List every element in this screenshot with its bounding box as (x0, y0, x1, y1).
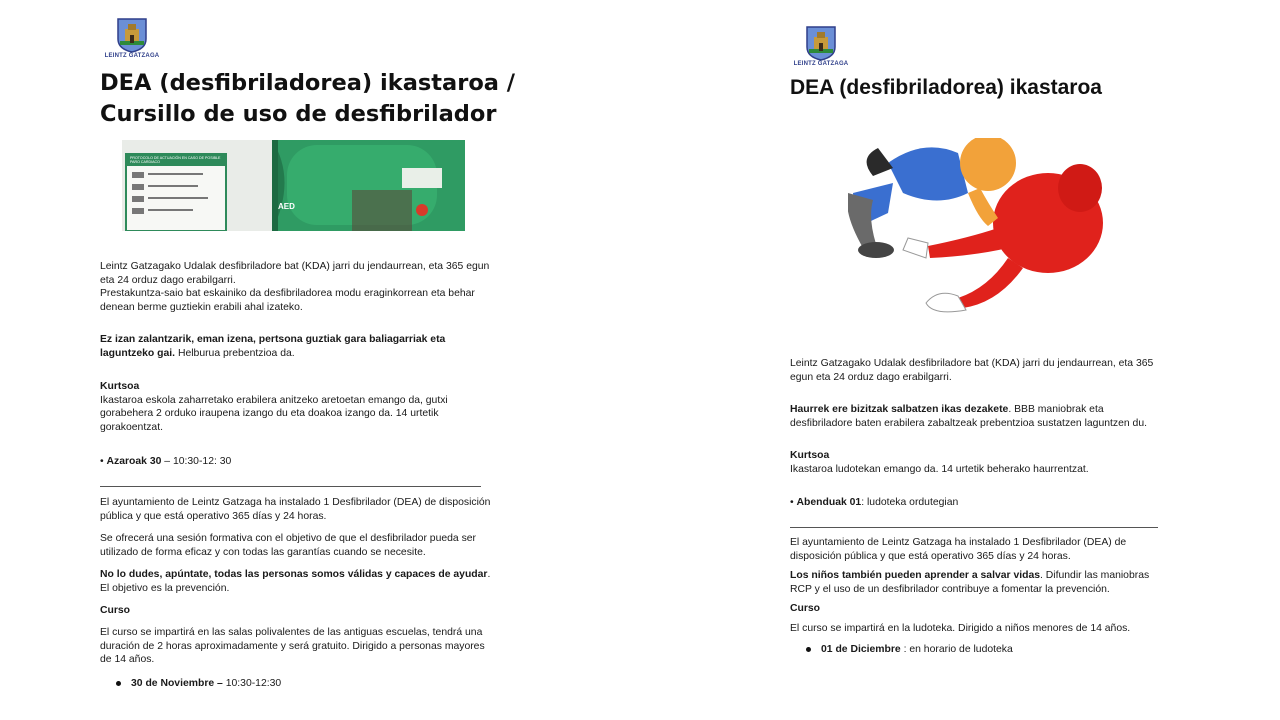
logo-text: LEINTZ GATZAGA (793, 61, 849, 67)
municipal-crest-icon (116, 17, 148, 53)
eu-call-to-action (790, 403, 1162, 430)
es-course-heading-text: Curso (790, 603, 821, 614)
bullet: • (100, 456, 104, 467)
es-bold-text: Los niños también pueden aprender a salvar vidas (790, 570, 1041, 581)
divider (790, 527, 1158, 528)
cpr-cartoon-illustration (848, 138, 1108, 328)
eu-goal-text: Helburua prebentzioa da. (175, 347, 295, 359)
municipal-logo (790, 25, 852, 67)
eu-time: : ludoteka ordutegian (861, 497, 959, 508)
eu-course-text: Ikastaroa ludotekan emango da. 14 urtetik beherako haurrentzat. (790, 463, 1089, 475)
es-course-text: El curso se impartirá en las salas polivalentes de las antiguas escuelas, tendrá una duración de 2 horas aproximadamente y será gratuito. Dirigido a personas mayores de 14 años. (100, 627, 485, 665)
es-course-heading-text: Curso (100, 605, 131, 616)
es-call-to-action (100, 568, 492, 595)
es-call-to-action (790, 569, 1162, 596)
eu-intro (100, 260, 492, 314)
title-line-2: Cursillo de uso de desfibrilador (100, 101, 497, 127)
eu-date-item (790, 496, 1162, 510)
logo-text: LEINTZ GATZAGA (104, 53, 160, 59)
es-date: 30 de Noviembre – (131, 678, 223, 689)
eu-intro-2: Prestakuntza-saio bat eskainiko da desfibriladorea modu eraginkorrean eta behar denean berme guztiekin erabili ahal izateko. (100, 288, 475, 313)
eu-intro: Leintz Gatzagako Udalak desfibriladore bat (KDA) jarri du jendaurrean, eta 365 egun eta 24 orduz dago erabilgarri. (790, 358, 1154, 383)
es-goal-text: . El objetivo es la prevención. (100, 569, 491, 594)
es-course-heading (790, 602, 1162, 616)
eu-date: Abenduak 01 (796, 497, 862, 508)
eu-course (790, 449, 1162, 476)
eu-course (100, 380, 492, 434)
es-time: 10:30-12:30 (222, 678, 282, 689)
eu-date: Azaroak 30 (106, 456, 162, 467)
bullet: • (790, 497, 794, 508)
aed-label: AED (278, 202, 295, 211)
es-date: 01 de Diciembre (821, 644, 901, 655)
title-line-1: DEA (desfibriladorea) ikastaroa / (100, 70, 516, 96)
eu-bold-text: Haurrek ere bizitzak salbatzen ikas dezakete (790, 404, 1009, 415)
es-intro-1: El ayuntamiento de Leintz Gatzaga ha instalado 1 Desfibrilador (DEA) de disposición pública y que está operativo 365 días y 24 horas. (100, 497, 491, 522)
es-date-item (806, 643, 1156, 657)
bullet-dot (806, 647, 811, 652)
es-course-text: El curso se impartirá en la ludoteka. Dirigido a niños menores de 14 años. (790, 623, 1131, 634)
page-title: DEA (desfibriladorea) ikastaroa (790, 76, 1102, 99)
es-course-heading (100, 604, 492, 618)
eu-date-item (100, 455, 492, 469)
municipal-crest-icon (805, 25, 837, 61)
eu-rest-text: . BBB maniobrak eta desfibriladore baten erabilera zabaltzeak prebentzioa sustatzen laguntzen du. (790, 404, 1147, 429)
municipal-logo (103, 17, 161, 59)
eu-course-heading: Kurtsoa (100, 381, 140, 392)
es-bold-text: No lo dudes, apúntate, todas las personas somos válidas y capaces de ayudar (100, 569, 488, 580)
eu-intro-1: Leintz Gatzagako Udalak desfibriladore bat (KDA) jarri du jendaurrean, eta 365 egun eta 24 orduz dago erabilgarri. (100, 261, 490, 286)
eu-course-heading: Kurtsoa (790, 450, 830, 461)
es-time: : en horario de ludoteka (900, 644, 1013, 655)
bullet-dot (116, 681, 121, 686)
es-rest-text: . Difundir las maniobras RCP y el uso de un desfibrilador contribuye a fomentar la prevención. (790, 570, 1150, 595)
protocol-panel-heading: PROTOCOLO DE ACTUACIÓN EN CASO DE POSIBLE PARO CARDIACO (130, 156, 221, 164)
es-date-item (116, 677, 486, 691)
page-title (100, 68, 515, 130)
aed-cabinet-photo (122, 140, 465, 231)
eu-time: – 10:30-12: 30 (161, 456, 232, 467)
eu-call-to-action (100, 333, 492, 360)
es-intro: El ayuntamiento de Leintz Gatzaga ha instalado 1 Desfibrilador (DEA) de disposición pública y que está operativo 365 días y 24 horas. (790, 537, 1127, 562)
eu-bold-text: Ez izan zalantzarik, eman izena, pertsona guztiak gara baliagarriak eta laguntzeko gai. (100, 334, 446, 359)
divider (100, 486, 481, 487)
es-intro-2: Se ofrecerá una sesión formativa con el objetivo de que el desfibrilador pueda ser utilizado de forma eficaz y con todas las garantías cuando se necesite. (100, 533, 477, 558)
eu-course-text: Ikastaroa eskola zaharretako erabilera anitzeko aretoetan emango da, gutxi gorabehera 2 orduko iraupena izango du eta doakoa izango da. 14 urtetik gorakoentzat. (100, 394, 448, 433)
